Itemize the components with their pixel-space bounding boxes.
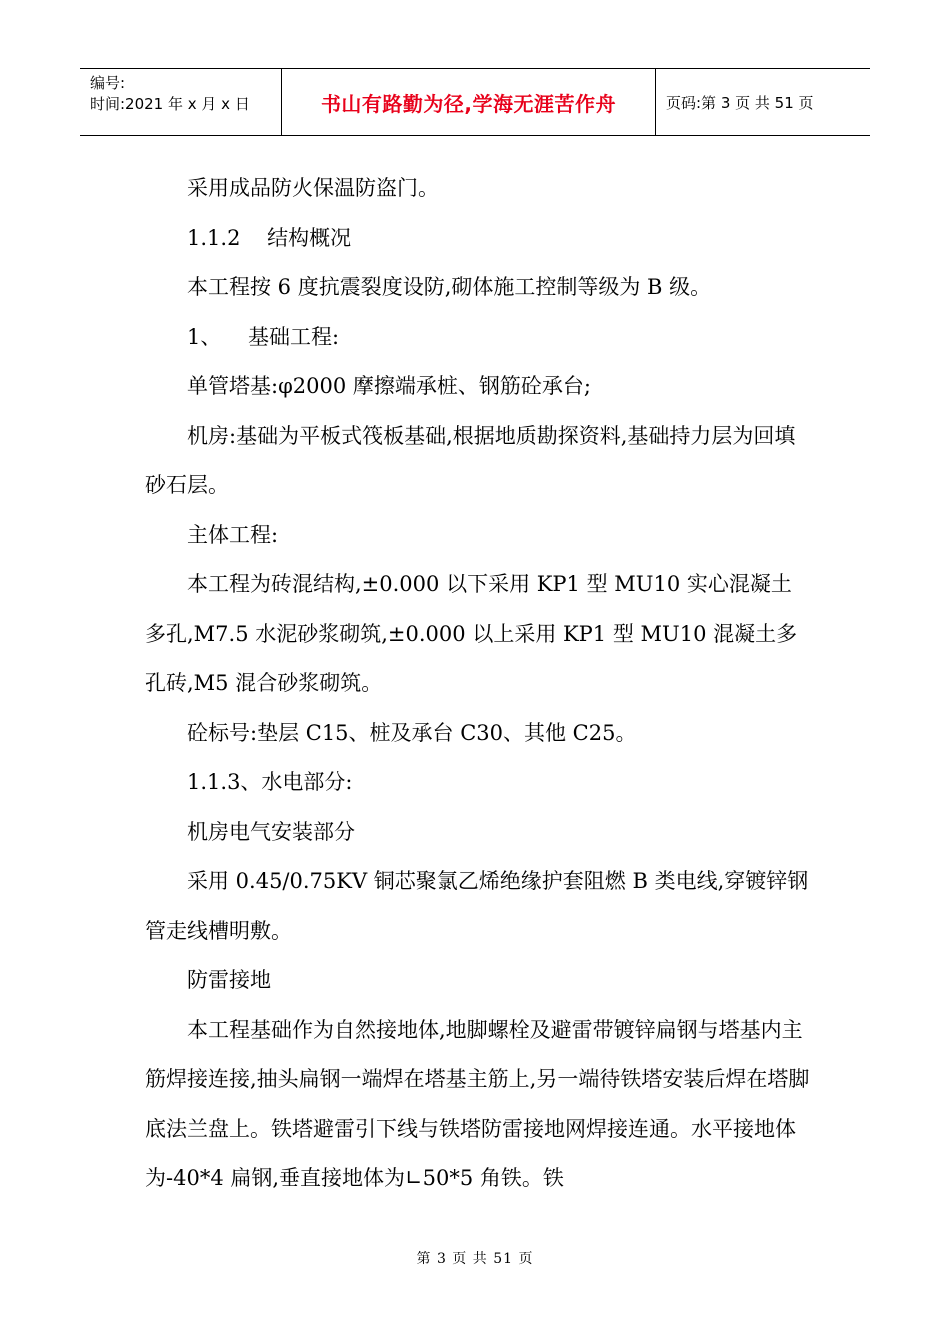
header-meta xyxy=(80,69,282,135)
section-heading: 1、 基础工程: xyxy=(187,324,340,349)
document-body xyxy=(145,164,810,1204)
page-footer: 第 3 页 共 51 页 xyxy=(416,1251,534,1267)
doc-date-label: 时间:2021 年 x 月 x 日 xyxy=(90,95,250,113)
doc-number-label: 编号: xyxy=(90,74,126,92)
paragraph: 本工程按 6 度抗震裂度设防,砌体施工控制等级为 B 级。 xyxy=(187,275,712,299)
paragraph: 单管塔基:φ2000 摩擦端承桩、钢筋砼承台; xyxy=(187,374,591,398)
paragraph: 采用 0.45/0.75KV 铜芯聚氯乙烯绝缘护套阻燃 B 类电线,穿镀锌钢管走线槽明敷。 xyxy=(145,869,809,943)
paragraph: 本工程为砖混结构,±0.000 以下采用 KP1 型 MU10 实心混凝土多孔,M7.5 水泥砂浆砌筑,±0.000 以上采用 KP1 型 MU10 混凝土多孔砖,M5 混合砂浆砌筑。 xyxy=(145,572,798,695)
section-heading: 1.1.3、水电部分: xyxy=(187,770,353,794)
paragraph: 本工程基础作为自然接地体,地脚螺栓及避雷带镀锌扁钢与塔基内主筋焊接连接,抽头扁钢一端焊在塔基主筋上,另一端待铁塔安装后焊在塔脚底法兰盘上。铁塔避雷引下线与铁塔防雷接地网焊接连通。水平接地体为-40*4 扁钢,垂直接地体为∟50*5 角铁。铁 xyxy=(145,1017,810,1190)
section-heading: 防雷接地 xyxy=(187,968,271,992)
section-heading: 机房电气安装部分 xyxy=(187,819,355,844)
section-heading: 主体工程: xyxy=(187,522,279,547)
paragraph: 采用成品防火保温防盗门。 xyxy=(187,176,439,200)
paragraph: 机房:基础为平板式筏板基础,根据地质勘探资料,基础持力层为回填砂石层。 xyxy=(145,423,796,497)
header-page-info: 页码:第 3 页 共 51 页 xyxy=(666,93,814,112)
section-heading: 1.1.2 结构概况 xyxy=(187,225,352,250)
paragraph: 砼标号:垫层 C15、桩及承台 C30、其他 C25。 xyxy=(187,720,637,745)
page-header xyxy=(80,68,870,136)
header-motto: 书山有路勤为径,学海无涯苦作舟 xyxy=(282,69,656,135)
